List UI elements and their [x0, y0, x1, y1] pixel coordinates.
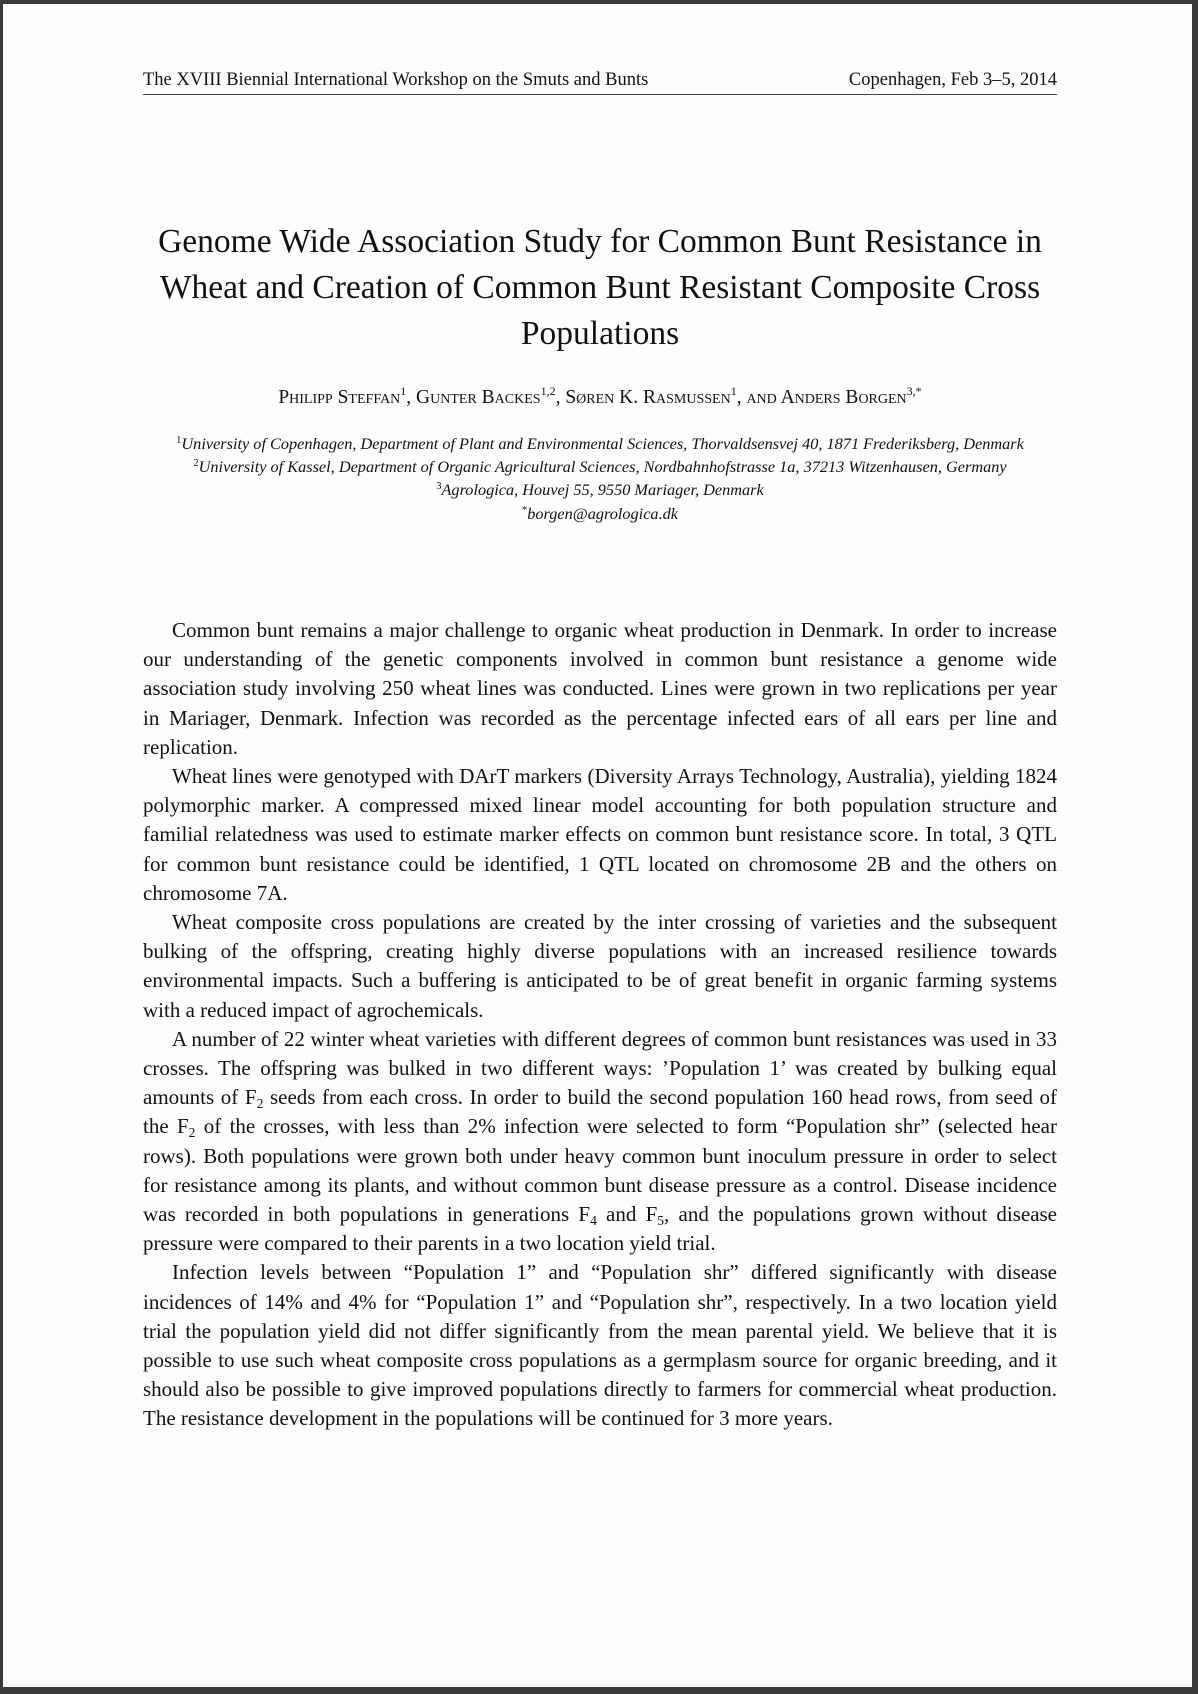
affiliation	[133, 432, 1067, 455]
author-affiliation-mark: 1	[400, 384, 407, 398]
subscript: 4	[590, 1213, 597, 1229]
author-name: Philipp Steffan	[278, 387, 401, 408]
affiliation-mark: *	[521, 504, 528, 516]
author-affiliation-mark: 3,*	[906, 384, 922, 398]
abstract-paragraph-3: Wheat composite cross populations are created by the inter crossing of varieties and the subsequent bulking of the offspring, creating highly diverse populations with an increased resilience towards environmental impacts. Such a buffering is anticipated to be of great benefit in organic farming systems with a reduced impact of agrochemicals.	[143, 910, 1057, 1022]
abstract-paragraph-5: Infection levels between “Population 1” and “Population shr” differed significantly with disease incidences of 14% and 4% for “Population 1” and “Population shr”, respectively. In a two location yield trial the population yield did not differ significantly from the mean parental yield. We believe that it is possible to use such wheat composite cross populations as a germplasm source for organic breeding, and it should also be possible to give improved populations directly to farmers for commercial wheat production. The resistance development in the populations will be continued for 3 more years.	[143, 1260, 1057, 1431]
header-location-date: Copenhagen, Feb 3–5, 2014	[848, 70, 1057, 90]
author-affiliation-mark: 1,2	[540, 384, 556, 398]
affiliation-mark: 2	[193, 458, 199, 470]
abstract-paragraph-4	[143, 1025, 1057, 1259]
text-run: , and the populations grown without disease pressure were compared to their parents in a two location yield trial.	[143, 1202, 1058, 1256]
abstract-body	[143, 616, 1057, 1434]
affiliation-mark: 1	[176, 435, 182, 446]
affiliation-list	[133, 432, 1067, 525]
subscript: 2	[256, 1096, 264, 1112]
header-workshop: The XVIII Biennial International Workshop on the Smuts and Bunts	[143, 70, 649, 90]
affiliation-mark: 3	[436, 481, 442, 493]
affiliation-text: University of Kassel, Department of Organic Agricultural Sciences, Nordbahnhofstrasse 1a, 37213 Witzenhausen, Germany	[198, 457, 1007, 477]
abstract-paragraph-2: Wheat lines were genotyped with DArT markers (Diversity Arrays Technology, Australia), yielding 1824 polymorphic marker. A compressed mixed linear model accounting for both population structure and familial relatedness was used to estimate marker effects on common bunt resistance score. In total, 3 QTL for common bunt resistance could be identified, 1 QTL located on chromosome 2B and the others on chromosome 7A.	[143, 764, 1057, 905]
text-run: and F	[596, 1202, 658, 1227]
affiliation-text: Agrologica, Houvej 55, 9550 Mariager, Denmark	[441, 480, 764, 500]
author-name: Søren K. Rasmussen	[565, 387, 731, 408]
abstract-paragraph-1: Common bunt remains a major challenge to organic wheat production in Denmark. In order to increase our understanding of the genetic components involved in common bunt resistance a genome wide association study involving 250 wheat lines was conducted. Lines were grown in two replications per year in Mariager, Denmark. Infection was recorded as the percentage infected ears of all ears per line and replication.	[143, 618, 1057, 759]
paper-title: Genome Wide Association Study for Common Bunt Resistance in Wheat and Creation of Common Bunt Resistant Composite Cross Populations	[158, 223, 1042, 352]
author-separator: ,	[555, 387, 566, 408]
subscript: 2	[188, 1125, 196, 1141]
corresponding-email	[133, 502, 1067, 525]
author-name: Anders Borgen	[780, 387, 907, 408]
text-run: of the crosses, with less than 2% infection were selected to form “Population shr” (selected hear rows). Both populations were grown both under heavy common bunt inoculum pressure in order to select for resistance among its plants, and without common bunt disease pressure as a control. Disease incidence was recorded in both populations in generations F	[143, 1114, 1057, 1227]
author-affiliation-mark: 1	[730, 384, 737, 398]
author-name: Gunter Backes	[416, 387, 541, 408]
affiliation	[133, 455, 1067, 478]
author-list	[143, 385, 1057, 411]
running-header	[143, 68, 1057, 95]
affiliation-text: University of Copenhagen, Department of Plant and Environmental Sciences, Thorvaldsensvej 40, 1871 Frederiksberg, Denmark	[181, 434, 1024, 453]
text-run: seeds from each cross. In order to build the second population 160 head rows, from seed of the F	[143, 1085, 1057, 1139]
text-run: A number of 22 winter wheat varieties with different degrees of common bunt resistances was used in 33 crosses. The offspring was bulked in two different ways: ’Population 1’ was created by bulking equal amounts of F	[143, 1026, 1057, 1110]
subscript: 5	[657, 1213, 665, 1229]
paper-page	[3, 4, 1192, 1687]
author-separator: ,	[406, 387, 417, 408]
author-separator: , and	[736, 387, 781, 408]
affiliation	[133, 478, 1067, 501]
email-text: borgen@agrologica.dk	[527, 503, 679, 523]
